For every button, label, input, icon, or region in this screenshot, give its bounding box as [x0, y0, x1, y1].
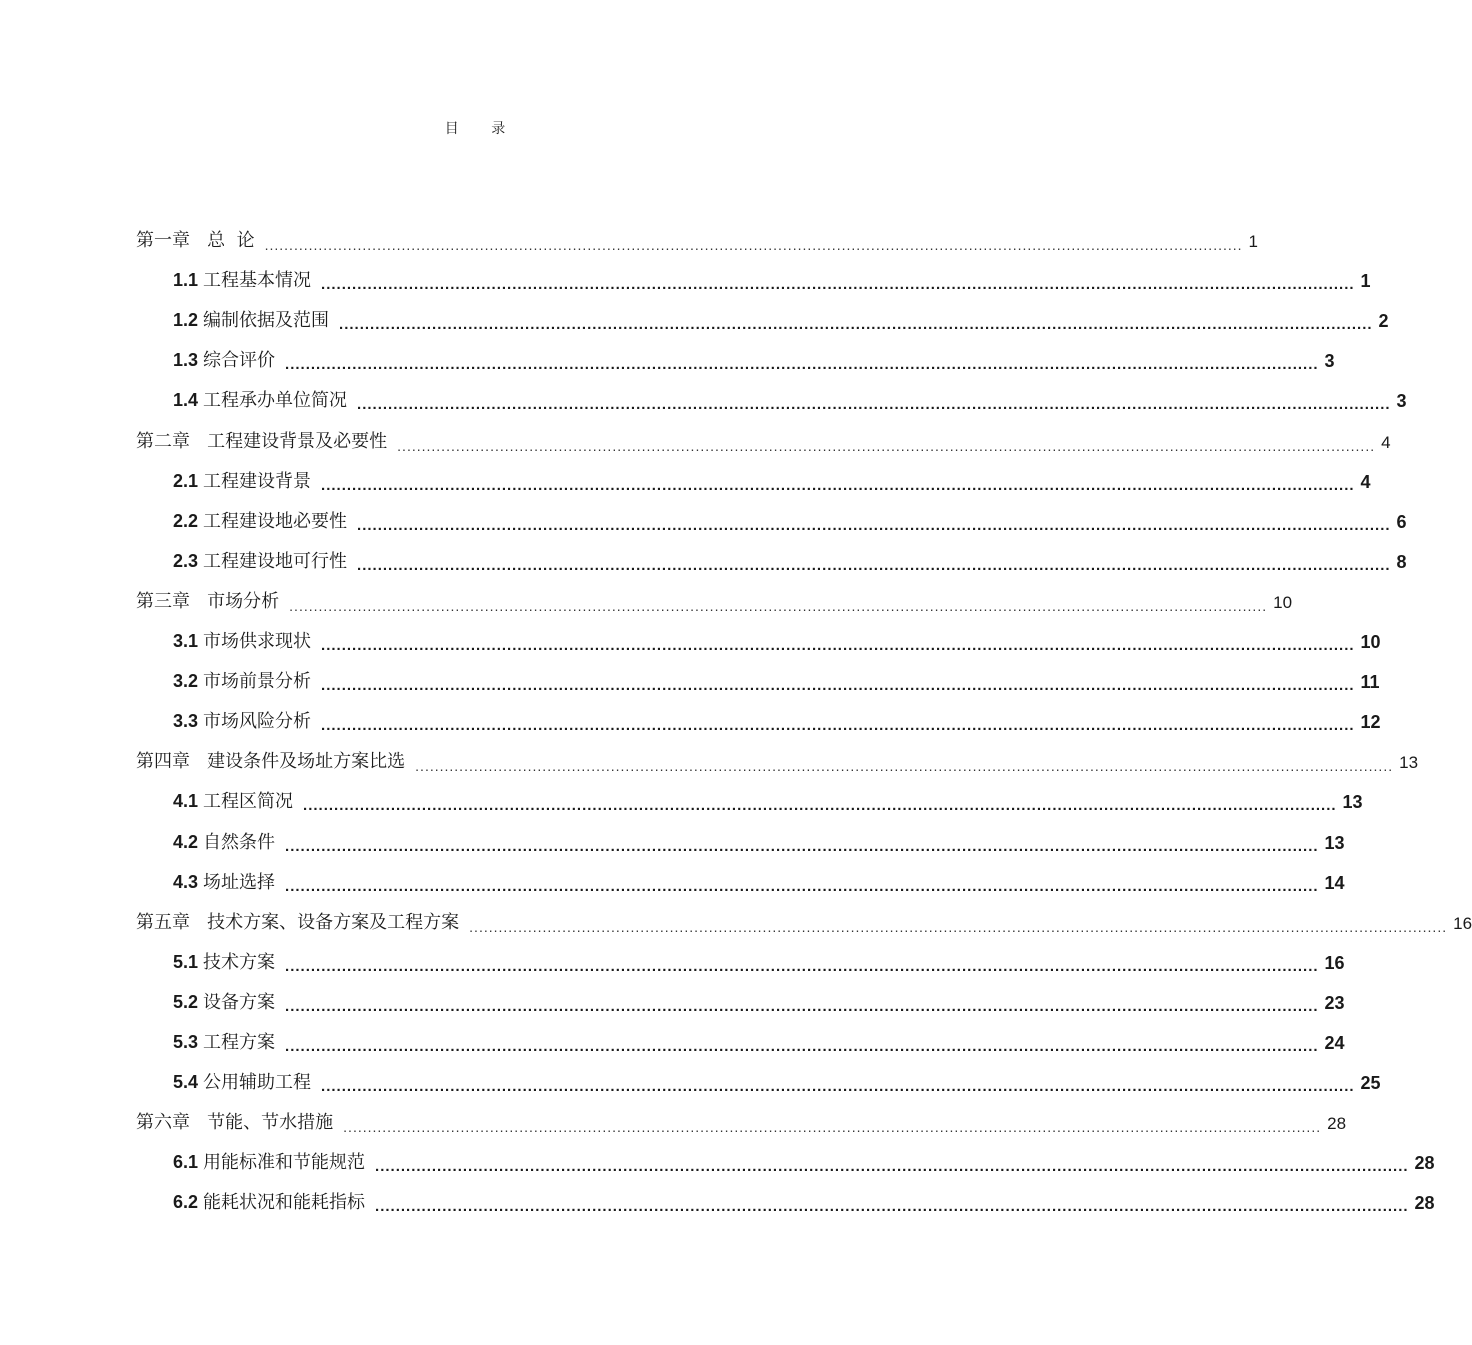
toc-section-entry[interactable] — [173, 1182, 1435, 1222]
toc-entry-number: 1.4 — [173, 390, 199, 411]
toc-entry-title: 工程基本情况 — [203, 270, 312, 292]
toc-dot-leader: ........................................................................................................................................................................................................ — [303, 797, 1337, 815]
toc-entry-label — [173, 868, 275, 894]
toc-dot-leader: ........................................................................................................................................................................................................ — [357, 516, 1391, 534]
toc-section-entry[interactable] — [173, 661, 1380, 701]
toc-entry-number: 5.3 — [173, 1032, 199, 1052]
toc-entry-label — [173, 507, 347, 533]
toc-entry-title: 公用辅助工程 — [203, 1072, 312, 1094]
toc-entry-title: 能耗状况和能耗指标 — [203, 1192, 366, 1214]
toc-entry-number: 1.1 — [173, 270, 199, 291]
toc-section-entry[interactable] — [173, 621, 1381, 661]
toc-page-number: 2 — [1378, 311, 1389, 332]
toc-entry-title: 第五章 技术方案、设备方案及工程方案 — [136, 911, 460, 933]
toc-entry-label — [173, 828, 275, 854]
toc-dot-leader: ........................................................................................................................................................................................................ — [415, 758, 1394, 775]
toc-dot-leader: ........................................................................................................................................................................................................ — [321, 276, 1355, 294]
toc-page-number: 24 — [1324, 1033, 1345, 1053]
toc-entry-number: 4.1 — [173, 791, 199, 812]
toc-entry-title: 场址选择 — [203, 871, 276, 893]
toc-entry-number: 3.3 — [173, 711, 199, 732]
toc-entry-number: 2.2 — [173, 510, 199, 531]
toc-dot-leader: ........................................................................................................................................................................................................ — [285, 877, 1319, 895]
toc-entry-label — [173, 346, 275, 372]
toc-entry-label — [173, 948, 275, 974]
toc-dot-leader: ........................................................................................................................................................................................................ — [321, 717, 1355, 735]
toc-entry-label — [173, 988, 275, 1014]
toc-entry-label — [136, 1108, 333, 1134]
toc-section-entry[interactable] — [173, 822, 1345, 862]
toc-dot-leader: ........................................................................................................................................................................................................ — [285, 997, 1319, 1015]
toc-dot-leader: ........................................................................................................................................................................................................ — [321, 1078, 1355, 1096]
toc-dot-leader: ........................................................................................................................................................................................................ — [321, 637, 1355, 654]
toc-section-entry[interactable] — [173, 701, 1381, 741]
toc-entry-title: 第一章 总 论 — [136, 230, 255, 251]
toc-entry-label — [173, 707, 311, 733]
toc-dot-leader: ........................................................................................................................................................................................................ — [357, 556, 1391, 574]
toc-entry-number: 3.1 — [173, 631, 199, 651]
toc-entry-label — [173, 787, 293, 813]
toc-page-number: 13 — [1342, 792, 1363, 813]
toc-section-entry[interactable] — [173, 1062, 1381, 1102]
toc-entry-title: 编制依据及范围 — [203, 310, 330, 332]
toc-entry-number: 5.2 — [173, 991, 199, 1012]
toc-page-number: 10 — [1273, 592, 1293, 612]
toc-page-number: 4 — [1360, 471, 1371, 492]
toc-entry-title: 工程建设地可行性 — [203, 550, 348, 572]
toc-entry-label — [136, 908, 459, 934]
toc-entry-title: 第四章 建设条件及场址方案比选 — [136, 751, 406, 773]
toc-entry-title: 第六章 节能、节水措施 — [136, 1112, 334, 1134]
toc-page-number: 3 — [1324, 351, 1335, 372]
toc-dot-leader: ........................................................................................................................................................................................................ — [375, 1198, 1409, 1216]
toc-entry-number: 5.1 — [173, 951, 199, 972]
toc-section-entry[interactable] — [173, 380, 1407, 420]
toc-dot-leader: ........................................................................................................................................................................................................ — [285, 1038, 1319, 1055]
toc-entry-number: 4.2 — [173, 831, 199, 852]
toc-entry-title: 市场供求现状 — [203, 631, 312, 652]
toc-entry-number: 2.3 — [173, 550, 199, 571]
toc-page-number: 11 — [1360, 672, 1380, 693]
toc-entry-label — [173, 627, 311, 653]
toc-entry-label — [173, 386, 347, 412]
toc-entry-title: 第三章 市场分析 — [136, 590, 280, 612]
toc-dot-leader: ........................................................................................................................................................................................................ — [285, 837, 1319, 855]
toc-dot-leader: ........................................................................................................................................................................................................ — [397, 437, 1376, 454]
toc-dot-leader: ........................................................................................................................................................................................................ — [285, 356, 1319, 374]
toc-entry-number: 5.4 — [173, 1072, 199, 1093]
toc-page-number: 13 — [1324, 832, 1345, 853]
page-title: 目 录 — [444, 121, 520, 137]
toc-chapter-entry[interactable] — [136, 1102, 1347, 1142]
toc-entry-title: 设备方案 — [203, 991, 276, 1013]
toc-dot-leader: ........................................................................................................................................................................................................ — [343, 1119, 1322, 1136]
toc-page-number: 1 — [1360, 271, 1371, 292]
toc-page-number: 13 — [1399, 753, 1419, 773]
toc-entry-title: 工程建设背景 — [203, 470, 312, 492]
toc-entry-number: 3.2 — [173, 671, 199, 692]
toc-entry-title: 市场风险分析 — [203, 711, 312, 733]
toc-page-number: 23 — [1324, 992, 1345, 1013]
toc-page-number: 12 — [1360, 712, 1381, 733]
toc-chapter-entry[interactable] — [136, 421, 1391, 461]
toc-page-number: 28 — [1414, 1153, 1435, 1174]
toc-entry-number: 4.3 — [173, 871, 199, 892]
toc-entry-number: 1.3 — [173, 350, 199, 371]
toc-section-entry[interactable] — [173, 340, 1335, 380]
toc-section-entry[interactable] — [173, 461, 1371, 501]
toc-page-number: 25 — [1360, 1073, 1381, 1094]
toc-entry-number: 6.2 — [173, 1192, 199, 1213]
toc-page-number: 6 — [1396, 511, 1407, 532]
toc-entry-title: 工程建设地必要性 — [203, 510, 348, 532]
toc-entry-label — [173, 306, 329, 332]
toc-section-entry[interactable] — [173, 942, 1345, 982]
toc-section-entry[interactable] — [173, 1142, 1435, 1182]
toc-dot-leader: ........................................................................................................................................................................................................ — [321, 677, 1355, 695]
toc-page-number: 16 — [1324, 952, 1345, 973]
toc-page-number: 10 — [1360, 632, 1381, 652]
toc-entry-label — [173, 1028, 275, 1054]
toc-section-entry[interactable] — [173, 781, 1363, 821]
toc-page-number: 28 — [1414, 1193, 1435, 1214]
toc-entry-label — [136, 747, 405, 773]
toc-dot-leader: ........................................................................................................................................................................................................ — [375, 1158, 1409, 1176]
toc-dot-leader: ........................................................................................................................................................................................................ — [357, 396, 1391, 414]
toc-page-number: 14 — [1324, 872, 1345, 893]
toc-section-entry[interactable] — [173, 300, 1389, 340]
toc-entry-title: 技术方案 — [203, 951, 276, 973]
toc-entry-label — [173, 467, 311, 493]
toc-dot-leader: ........................................................................................................................................................................................................ — [289, 597, 1268, 614]
toc-entry-title: 工程区简况 — [203, 791, 294, 813]
toc-page-number: 3 — [1396, 391, 1407, 412]
toc-entry-title: 市场前景分析 — [203, 671, 312, 693]
toc-entry-label — [173, 1068, 311, 1094]
toc-page-number: 28 — [1327, 1114, 1347, 1134]
toc-page-number: 4 — [1381, 432, 1391, 452]
toc-page-number: 8 — [1396, 551, 1407, 572]
toc-dot-leader: ........................................................................................................................................................................................................ — [321, 476, 1355, 494]
toc-entry-title: 第二章 工程建设背景及必要性 — [136, 430, 388, 452]
toc-dot-leader: ........................................................................................................................................................................................................ — [264, 237, 1243, 253]
toc-entry-label — [173, 1188, 365, 1214]
toc-entry-label — [136, 587, 279, 613]
toc-entry-title: 自然条件 — [203, 831, 276, 853]
toc-entry-number: 6.1 — [173, 1152, 199, 1173]
toc-entry-label — [173, 1148, 365, 1174]
toc-entry-label — [136, 226, 255, 252]
toc-dot-leader: ........................................................................................................................................................................................................ — [339, 316, 1373, 334]
toc-entry-number: 1.2 — [173, 310, 199, 331]
toc-section-entry[interactable] — [173, 862, 1345, 902]
toc-chapter-entry[interactable] — [136, 581, 1293, 621]
toc-entry-title: 工程承办单位简况 — [203, 390, 348, 412]
toc-entry-label — [136, 427, 387, 453]
toc-chapter-entry[interactable] — [136, 220, 1259, 260]
toc-chapter-entry[interactable] — [136, 902, 1472, 942]
toc-section-entry[interactable] — [173, 501, 1407, 541]
toc-entry-title: 综合评价 — [203, 350, 276, 372]
toc-entry-label — [173, 547, 347, 573]
toc-entry-title: 工程方案 — [203, 1032, 276, 1053]
toc-chapter-entry[interactable] — [136, 741, 1419, 781]
toc-entry-label — [173, 667, 311, 693]
toc-section-entry[interactable] — [173, 260, 1371, 300]
toc-page-number: 16 — [1453, 913, 1472, 933]
toc-section-entry[interactable] — [173, 541, 1407, 581]
toc-section-entry[interactable] — [173, 982, 1345, 1022]
toc-entry-number: 2.1 — [173, 470, 199, 491]
toc-entry-title: 用能标准和节能规范 — [203, 1152, 366, 1174]
toc-dot-leader: ........................................................................................................................................................................................................ — [469, 918, 1448, 935]
toc-entry-label — [173, 266, 311, 292]
toc-section-entry[interactable] — [173, 1022, 1345, 1062]
toc-page-number: 1 — [1248, 232, 1259, 251]
toc-dot-leader: ........................................................................................................................................................................................................ — [285, 957, 1319, 975]
